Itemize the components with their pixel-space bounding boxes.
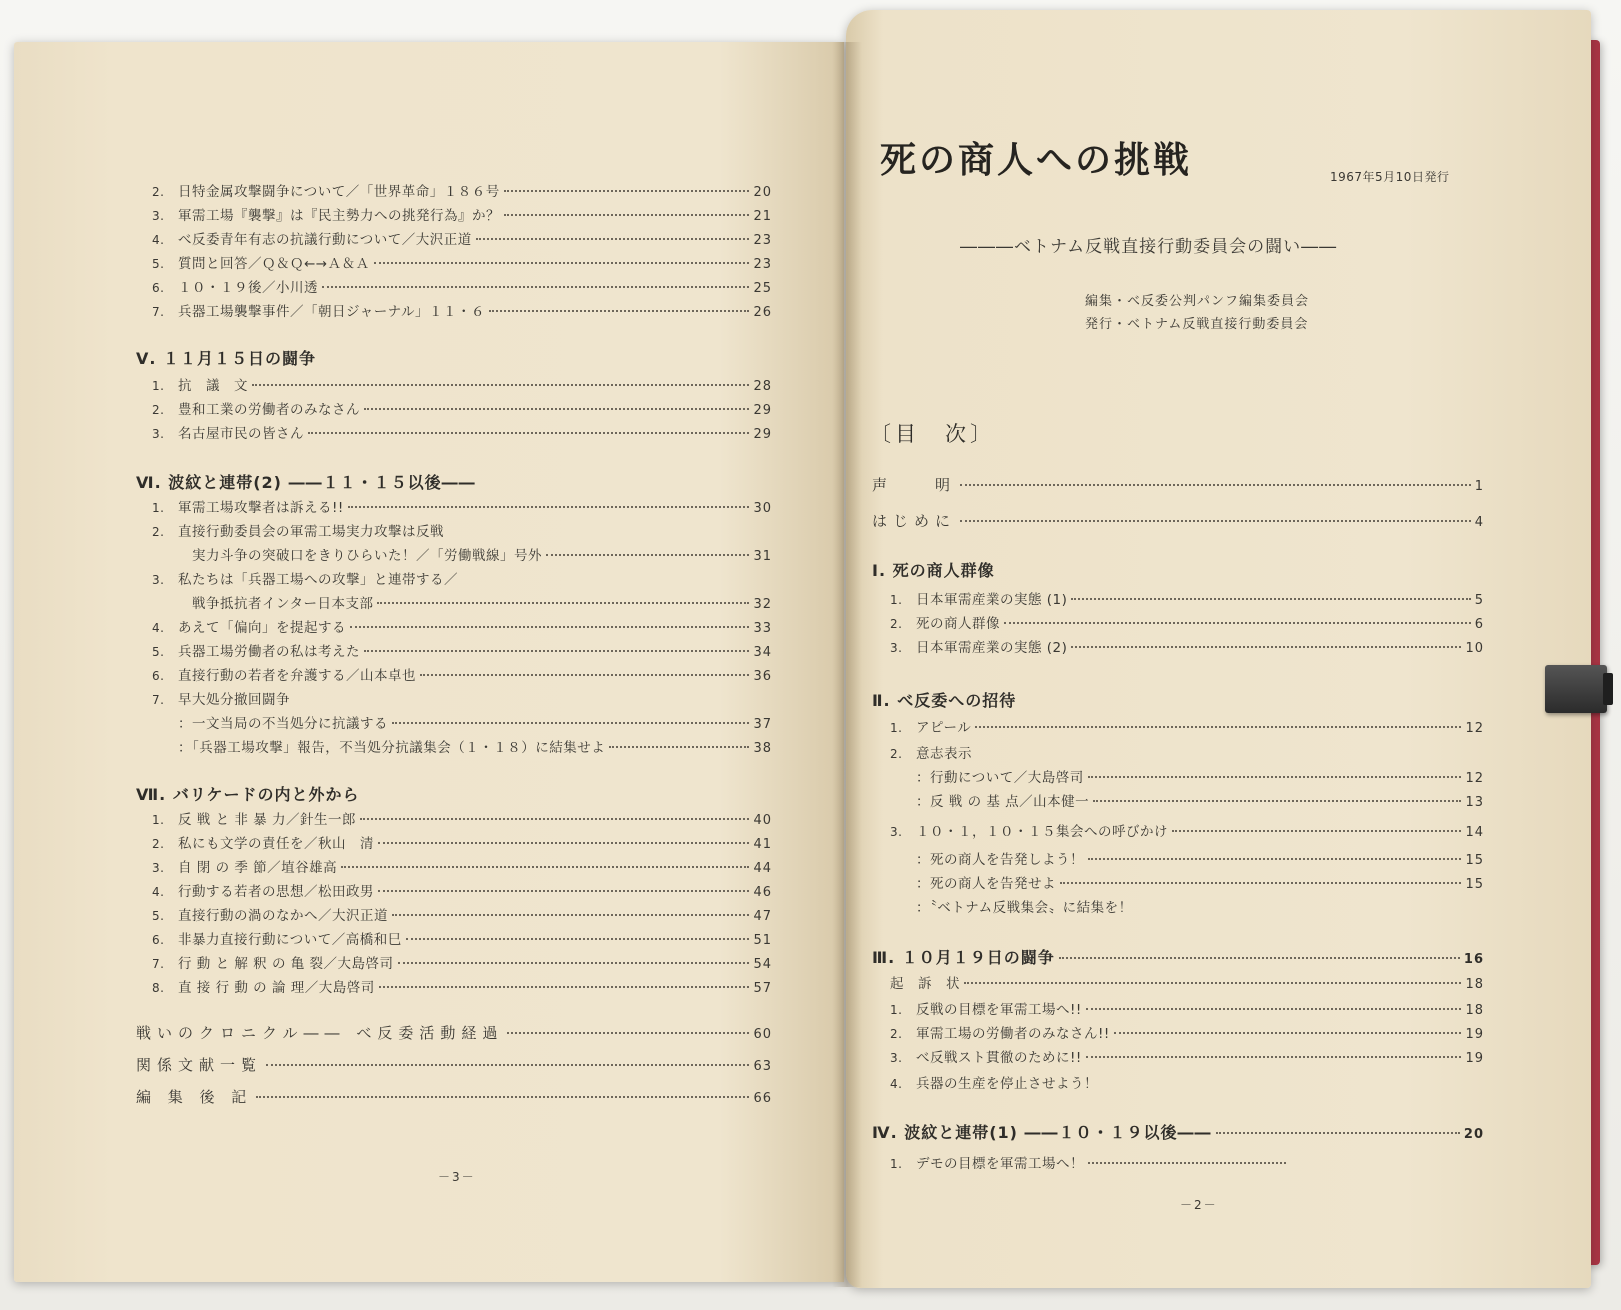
entry-label: 直接行動委員会の軍需工場実力攻撃は反戦: [178, 524, 444, 540]
entry-label: 実力斗争の突破口をきりひらいた！／「労働戦線」号外: [178, 548, 542, 564]
entry-page: 19: [1465, 1027, 1484, 1042]
entry-label: アピール: [916, 720, 972, 736]
entry-label: 直接行動の渦のなかへ／大沢正道: [178, 908, 388, 924]
entry-number: 2.: [890, 617, 903, 631]
leader-dots: [364, 408, 749, 410]
toc-entry[interactable]: [152, 398, 772, 418]
entry-page: 5: [1474, 593, 1484, 608]
leader-dots: [266, 1064, 749, 1066]
toc-entry[interactable]: [152, 374, 772, 394]
entry-number: 4.: [152, 233, 165, 247]
entry-label: 兵器の生産を停止させよう！: [916, 1076, 1098, 1092]
entry-label: 非暴力直接行動について／高橋和巳: [178, 932, 402, 948]
leader-dots: [964, 982, 1461, 984]
entry-label: ：死の商人を告発しよう！: [916, 852, 1084, 868]
editor-credit: 編集・ベ反委公判パンフ編集委員会: [1085, 294, 1310, 309]
entry-number: 4.: [152, 885, 165, 899]
leader-dots: [1093, 800, 1461, 802]
toc-entry[interactable]: [152, 952, 772, 972]
leader-dots: [1172, 830, 1461, 832]
leader-dots: [348, 506, 750, 508]
entry-page: 25: [753, 281, 772, 296]
entry-number: 2.: [152, 525, 165, 539]
entry-label: 関係文献一覧: [136, 1056, 263, 1074]
leader-dots: [1088, 1162, 1286, 1164]
entry-number: 3.: [152, 209, 165, 223]
toc-entry[interactable]: [890, 588, 1484, 608]
entry-page: 10: [1465, 641, 1484, 656]
entry-page: 57: [753, 981, 772, 996]
entry-label: １０・１９後／小川透: [178, 280, 318, 296]
leader-dots: [364, 650, 749, 652]
entry-page: 63: [753, 1059, 772, 1074]
toc-entry[interactable]: [152, 976, 772, 996]
entry-label: ：死の商人を告発せよ: [916, 876, 1056, 892]
leader-dots: [1114, 1032, 1462, 1034]
entry-number: 1.: [152, 501, 165, 515]
toc-entry[interactable]: [152, 520, 552, 540]
leader-dots: [252, 384, 749, 386]
entry-page: 1: [1474, 479, 1484, 494]
toc-entry[interactable]: [890, 820, 1484, 840]
entry-number: 8.: [152, 981, 165, 995]
toc-entry[interactable]: [178, 544, 772, 564]
entry-number: 3.: [890, 641, 903, 655]
leader-dots: [960, 520, 1471, 522]
leader-dots: [1071, 646, 1461, 648]
leader-dots: [379, 986, 750, 988]
entry-number: 3.: [152, 861, 165, 875]
entry-label: 軍需工場『襲撃』は『民主勢力への挑発行為』か？: [178, 208, 500, 224]
toc-entry[interactable]: [152, 856, 772, 876]
entry-page: 15: [1465, 877, 1484, 892]
entry-label: １０・１，１０・１５集会への呼びかけ: [916, 824, 1168, 840]
leader-dots: [392, 722, 749, 724]
leader-dots: [975, 726, 1461, 728]
entry-number: 6.: [152, 669, 165, 683]
toc-entry[interactable]: [916, 848, 1484, 868]
toc-heading: 〔目 次〕: [870, 422, 995, 446]
toc-entry[interactable]: [152, 928, 772, 948]
leader-dots: [360, 818, 749, 820]
toc-entry[interactable]: [152, 204, 772, 224]
entry-number: 3.: [152, 427, 165, 441]
entry-page: 28: [753, 379, 772, 394]
leader-dots: [1086, 1056, 1462, 1058]
leader-dots: [504, 190, 750, 192]
section-heading: Ⅲ. １０月１９日の闘争: [872, 948, 1055, 967]
toc-entry[interactable]: [916, 790, 1484, 810]
entry-page: 66: [753, 1091, 772, 1106]
entry-page: 6: [1474, 617, 1484, 632]
leader-dots: [341, 866, 749, 868]
entry-label: 私にも文学の責任を／秋山 清: [178, 836, 374, 852]
entry-label: 日特金属攻撃闘争について／「世界革命」１８６号: [178, 184, 500, 200]
section-heading: Ⅶ. バリケードの内と外から: [136, 785, 360, 804]
entry-page: 29: [753, 427, 772, 442]
entry-label: 名古屋市民の皆さん: [178, 426, 304, 442]
entry-number: 3.: [152, 573, 165, 587]
entry-number: 5.: [152, 257, 165, 271]
leader-dots: [546, 554, 749, 556]
leader-dots: [960, 484, 1471, 486]
entry-page: 12: [1465, 721, 1484, 736]
entry-number: 1.: [890, 1003, 903, 1017]
entry-number: 1.: [152, 379, 165, 393]
book-gutter: [832, 42, 862, 1287]
entry-number: 2.: [890, 1027, 903, 1041]
leader-dots: [308, 432, 749, 434]
leader-dots: [1060, 882, 1461, 884]
toc-entry[interactable]: [890, 998, 1484, 1018]
entry-page: 46: [753, 885, 772, 900]
toc-entry[interactable]: [152, 228, 772, 248]
toc-entry[interactable]: [178, 712, 772, 732]
toc-entry[interactable]: [152, 808, 772, 828]
entry-number: 3.: [890, 1051, 903, 1065]
entry-number: 4.: [152, 621, 165, 635]
section-heading: Ⅵ. 波紋と連帯(2) ――１１・１５以後――: [136, 473, 476, 492]
toc-entry[interactable]: [916, 896, 1316, 916]
toc-entry[interactable]: [178, 736, 772, 756]
entry-number: 2.: [152, 185, 165, 199]
section-heading-row[interactable]: [872, 945, 1484, 968]
toc-entry[interactable]: [916, 872, 1484, 892]
leader-dots: [420, 674, 749, 676]
entry-label: デモの目標を軍需工場へ！: [916, 1156, 1084, 1172]
toc-entry[interactable]: [152, 832, 772, 852]
entry-number: 7.: [152, 957, 165, 971]
toc-entry[interactable]: [890, 1022, 1484, 1042]
entry-label: 軍需工場攻撃者は訴える!!: [178, 500, 344, 516]
section-heading: Ⅱ. べ反委への招待: [872, 691, 1017, 710]
entry-label: 兵器工場襲撃事件／「朝日ジャーナル」１１・６: [178, 304, 486, 320]
leader-dots: [406, 938, 750, 940]
entry-page: 37: [753, 717, 772, 732]
entry-number: 6.: [152, 281, 165, 295]
entry-label: べ反戦スト貫徹のために!!: [916, 1050, 1082, 1066]
leader-dots: [256, 1096, 749, 1098]
entry-label: 戦争抵抗者インター日本支部: [178, 596, 374, 612]
leader-dots: [392, 914, 749, 916]
toc-entry[interactable]: [916, 766, 1484, 786]
entry-label: 反 戦 と 非 暴 力／針生一郎: [178, 812, 356, 828]
entry-page: 34: [753, 645, 772, 660]
entry-label: ：行動について／大島啓司: [916, 770, 1084, 786]
entry-label: 自 閉 の 季 節／埴谷雄高: [178, 860, 338, 876]
entry-page: 16: [1463, 952, 1484, 967]
entry-page: 23: [753, 257, 772, 272]
entry-label: 直 接 行 動 の 論 理／大島啓司: [178, 980, 375, 996]
toc-entry-statement[interactable]: [872, 474, 1484, 495]
toc-entry[interactable]: [890, 972, 1484, 992]
toc-entry[interactable]: [890, 742, 1190, 762]
entry-label: ：反 戦 の 基 点／山本健一: [916, 794, 1090, 810]
entry-label: 死の商人群像: [916, 616, 1000, 632]
leader-dots: [504, 214, 749, 216]
entry-label: あえて「偏向」を提起する: [178, 620, 346, 636]
entry-label: 起 訴 状: [890, 976, 960, 992]
leader-dots: [507, 1032, 749, 1034]
entry-number: 1.: [890, 593, 903, 607]
toc-entry[interactable]: [890, 1046, 1484, 1066]
leader-dots: [1088, 858, 1461, 860]
entry-page: 51: [753, 933, 772, 948]
leader-dots: [1088, 776, 1462, 778]
leader-dots: [1004, 622, 1471, 624]
entry-page: 18: [1465, 977, 1484, 992]
entry-page: 38: [753, 741, 772, 756]
entry-page: 54: [753, 957, 772, 972]
entry-page: 13: [1465, 795, 1484, 810]
leader-dots: [374, 262, 750, 264]
entry-page: 44: [753, 861, 772, 876]
toc-entry[interactable]: [152, 616, 772, 636]
toc-entry[interactable]: [890, 1152, 1290, 1172]
leader-dots: [1059, 957, 1460, 959]
toc-entry[interactable]: [152, 904, 772, 924]
publication-date: 1967年5月10日発行: [1330, 170, 1450, 184]
entry-label: 日本軍需産業の実態 (2): [916, 640, 1068, 656]
entry-page: 31: [753, 549, 772, 564]
entry-label: はじめに: [872, 512, 957, 530]
toc-entry[interactable]: [152, 252, 772, 272]
entry-page: 20: [753, 185, 772, 200]
entry-label: 私たちは「兵器工場への攻撃」と連帯する／: [178, 572, 458, 588]
entry-label: 質問と回答／Ｑ＆Ｑ←→Ａ＆Ａ: [178, 256, 370, 272]
entry-label: 兵器工場労働者の私は考えた: [178, 644, 360, 660]
entry-page: 12: [1465, 771, 1484, 786]
entry-page: 32: [753, 597, 772, 612]
entry-number: 5.: [152, 645, 165, 659]
entry-page: 20: [1463, 1127, 1484, 1142]
entry-page: 47: [753, 909, 772, 924]
entry-number: 7.: [152, 305, 165, 319]
entry-number: 4.: [890, 1077, 903, 1091]
toc-entry[interactable]: [152, 180, 772, 200]
entry-page: 21: [753, 209, 772, 224]
toc-entry[interactable]: [178, 592, 772, 612]
toc-entry-afterword[interactable]: [136, 1086, 772, 1107]
entry-label: 抗 議 文: [178, 378, 248, 394]
toc-entry[interactable]: [152, 276, 772, 296]
entry-label: 軍需工場の労働者のみなさん!!: [916, 1026, 1110, 1042]
toc-entry[interactable]: [152, 496, 772, 516]
toc-entry[interactable]: [890, 716, 1484, 736]
leader-dots: [350, 626, 749, 628]
entry-number: 1.: [890, 1157, 903, 1171]
leader-dots: [322, 286, 749, 288]
entry-label: 日本軍需産業の実態 (1): [916, 592, 1068, 608]
entry-page: 36: [753, 669, 772, 684]
entry-page: 15: [1465, 853, 1484, 868]
leader-dots: [378, 842, 749, 844]
entry-label: ：一文当局の不当処分に抗議する: [178, 716, 388, 732]
leader-dots: [378, 890, 749, 892]
booklet-subtitle: ―――ベトナム反戦直接行動委員会の闘い――: [960, 237, 1338, 257]
section-heading: Ⅳ. 波紋と連帯(1) ――１０・１９以後――: [872, 1123, 1212, 1142]
entry-label: べ反委青年有志の抗議行動について／大沢正道: [178, 232, 472, 248]
section-heading: Ⅴ. １１月１５日の闘争: [136, 349, 317, 368]
toc-entry-chronicle[interactable]: [136, 1022, 772, 1043]
toc-entry[interactable]: [152, 688, 552, 708]
entry-label: 早大処分撤回闘争: [178, 692, 290, 708]
entry-number: 2.: [152, 837, 165, 851]
entry-page: 41: [753, 837, 772, 852]
page-number-left: －3－: [438, 1170, 476, 1184]
entry-number: 7.: [152, 693, 165, 707]
leader-dots: [398, 962, 750, 964]
toc-entry[interactable]: [152, 422, 772, 442]
toc-entry-references[interactable]: [136, 1054, 772, 1075]
entry-page: 23: [753, 233, 772, 248]
entry-page: 29: [753, 403, 772, 418]
toc-entry[interactable]: [890, 636, 1484, 656]
entry-number: 2.: [890, 747, 903, 761]
toc-entry[interactable]: [152, 664, 772, 684]
toc-entry[interactable]: [890, 612, 1484, 632]
entry-label: 行動する若者の思想／松田政男: [178, 884, 374, 900]
entry-page: 26: [753, 305, 772, 320]
booklet-title: 死の商人への挑戦: [880, 139, 1193, 181]
toc-entry[interactable]: [152, 640, 772, 660]
entry-label: 直接行動の若者を弁護する／山本卓也: [178, 668, 416, 684]
entry-page: 14: [1465, 825, 1484, 840]
entry-label: 声 明: [872, 476, 957, 494]
entry-page: 60: [753, 1027, 772, 1042]
toc-entry[interactable]: [152, 568, 552, 588]
leader-dots: [1216, 1132, 1460, 1134]
entry-number: 2.: [152, 403, 165, 417]
entry-label: 豊和工業の労働者のみなさん: [178, 402, 360, 418]
entry-number: 5.: [152, 909, 165, 923]
toc-entry[interactable]: [152, 300, 772, 320]
binder-clip: [1545, 665, 1607, 713]
publisher-credit: 発行・ベトナム反戦直接行動委員会: [1085, 317, 1309, 332]
entry-page: 30: [753, 501, 772, 516]
entry-label: ：「兵器工場攻撃」報告，不当処分抗議集会（１・１８）に結集せよ: [178, 740, 606, 756]
entry-number: 1.: [890, 721, 903, 735]
toc-entry-introduction[interactable]: [872, 510, 1484, 531]
entry-number: 1.: [152, 813, 165, 827]
entry-page: 19: [1465, 1051, 1484, 1066]
entry-label: 反戦の目標を軍需工場へ!!: [916, 1002, 1082, 1018]
entry-label: ：〝ベトナム反戦集会〟に結集を！: [916, 900, 1133, 916]
entry-number: 3.: [890, 825, 903, 839]
leader-dots: [1086, 1008, 1462, 1010]
page-number-right: －2－: [1180, 1198, 1218, 1212]
entry-label: 意志表示: [916, 746, 972, 762]
entry-page: 4: [1474, 515, 1484, 530]
leader-dots: [1071, 598, 1470, 600]
entry-label: 行 動 と 解 釈 の 亀 裂／大島啓司: [178, 956, 394, 972]
leader-dots: [609, 746, 749, 748]
leader-dots: [489, 310, 749, 312]
entry-number: 6.: [152, 933, 165, 947]
entry-page: 18: [1465, 1003, 1484, 1018]
leader-dots: [476, 238, 750, 240]
leader-dots: [377, 602, 749, 604]
entry-label: 戦いのクロニクル―― べ反委活動経過: [136, 1024, 504, 1042]
toc-entry[interactable]: [890, 1072, 1290, 1092]
entry-page: 33: [753, 621, 772, 636]
section-heading-row[interactable]: [872, 1120, 1484, 1143]
entry-label: 編 集 後 記: [136, 1088, 253, 1106]
entry-page: 40: [753, 813, 772, 828]
section-heading: Ⅰ. 死の商人群像: [872, 561, 995, 580]
toc-entry[interactable]: [152, 880, 772, 900]
